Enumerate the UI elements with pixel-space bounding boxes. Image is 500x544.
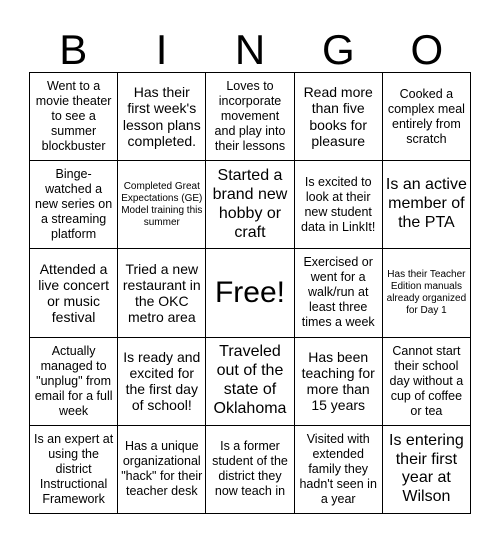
- bingo-cell[interactable]: Is entering their first year at Wilson: [383, 426, 471, 514]
- bingo-cell[interactable]: Went to a movie theater to see a summer blockbuster: [30, 73, 118, 161]
- bingo-cell[interactable]: Read more than five books for pleasure: [295, 73, 383, 161]
- bingo-cell[interactable]: Actually managed to "unplug" from email for a full week: [30, 338, 118, 426]
- bingo-cell[interactable]: Cooked a complex meal entirely from scratch: [383, 73, 471, 161]
- bingo-cell[interactable]: Has a unique organizational "hack" for their teacher desk: [118, 426, 206, 514]
- title-letter-b: B: [59, 26, 88, 73]
- title-letter-g: G: [322, 26, 355, 73]
- bingo-cell[interactable]: Is an expert at using the district Instructional Framework: [30, 426, 118, 514]
- bingo-cell[interactable]: Completed Great Expectations (GE) Model training this summer: [118, 161, 206, 249]
- title-letter-n: N: [234, 26, 266, 73]
- bingo-cell[interactable]: Is excited to look at their new student data in LinkIt!: [295, 161, 383, 249]
- bingo-cell[interactable]: Binge-watched a new series on a streaming platform: [30, 161, 118, 249]
- bingo-cell[interactable]: Loves to incorporate movement and play into their lessons: [206, 73, 294, 161]
- bingo-cell[interactable]: Cannot start their school day without a cup of coffee or tea: [383, 338, 471, 426]
- bingo-board: [29, 72, 471, 514]
- bingo-cell[interactable]: Is an active member of the PTA: [383, 161, 471, 249]
- bingo-cell[interactable]: Tried a new restaurant in the OKC metro area: [118, 249, 206, 337]
- bingo-cell[interactable]: Is ready and excited for the first day of school!: [118, 338, 206, 426]
- bingo-cell[interactable]: Started a brand new hobby or craft: [206, 161, 294, 249]
- bingo-cell[interactable]: Attended a live concert or music festival: [30, 249, 118, 337]
- title-letter-o: O: [410, 26, 444, 73]
- bingo-cell-free[interactable]: Free!: [206, 249, 294, 337]
- bingo-cell[interactable]: Is a former student of the district they now teach in: [206, 426, 294, 514]
- bingo-cell[interactable]: Visited with extended family they hadn't seen in a year: [295, 426, 383, 514]
- bingo-title: [29, 22, 471, 78]
- bingo-cell[interactable]: Exercised or went for a walk/run at least three times a week: [295, 249, 383, 337]
- bingo-cell[interactable]: Has their first week's lesson plans completed.: [118, 73, 206, 161]
- title-letter-i: I: [155, 26, 168, 73]
- bingo-cell[interactable]: Has their Teacher Edition manuals already organized for Day 1: [383, 249, 471, 337]
- bingo-cell[interactable]: Traveled out of the state of Oklahoma: [206, 338, 294, 426]
- bingo-cell[interactable]: Has been teaching for more than 15 years: [295, 338, 383, 426]
